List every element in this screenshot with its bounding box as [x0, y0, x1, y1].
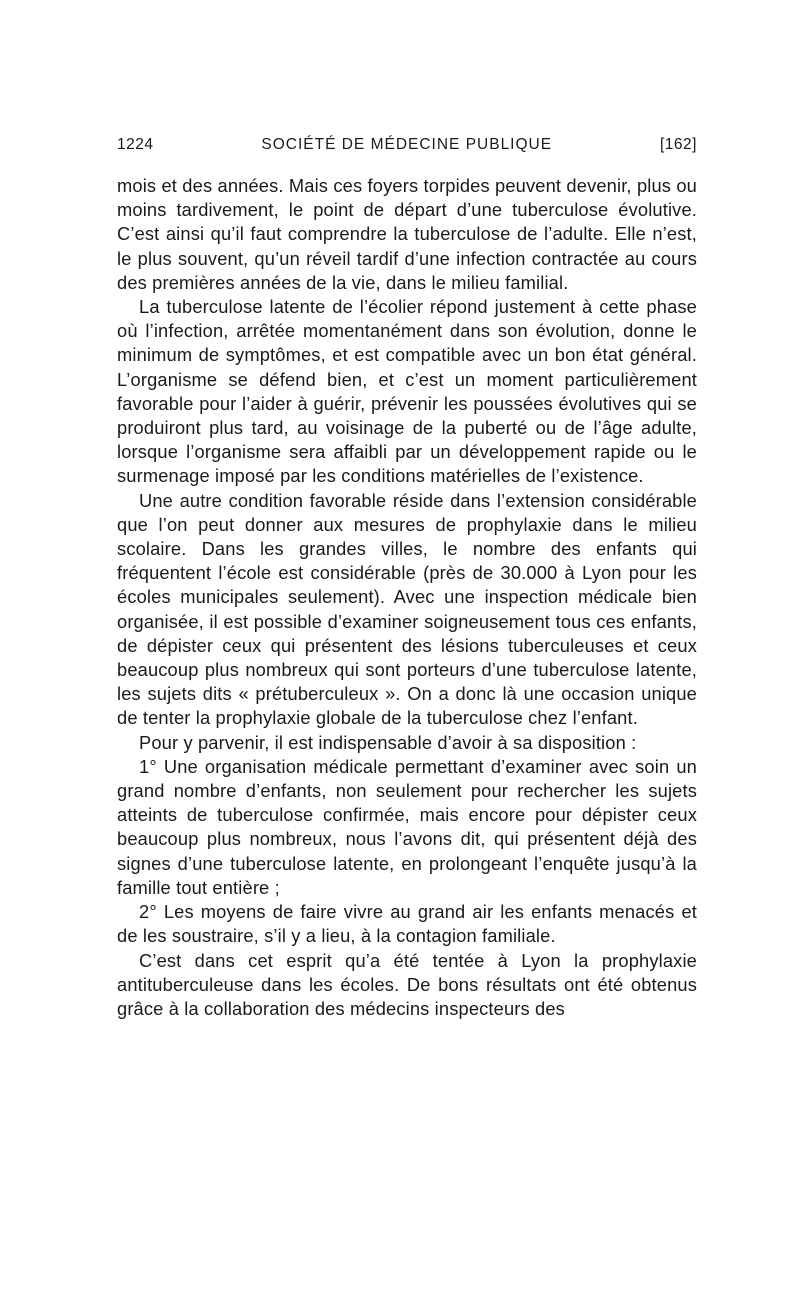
journal-title: SOCIÉTÉ DE MÉDECINE PUBLIQUE	[261, 136, 553, 153]
list-item-2: 2° Les moyens de faire vivre au grand air les enfants menacés et de les soustraire, s’il y a lieu, à la contagion familiale.	[117, 901, 697, 947]
paragraph: C’est dans cet esprit qu’a été tentée à Lyon la prophylaxie antituberculeuse dans les écoles. De bons résultats ont été obtenus grâce à la collaboration des médecins inspecteurs des	[117, 949, 697, 1019]
paragraph: Une autre condition favorable réside dans l’extension considérable que l’on peut donner aux mesures de prophylaxie dans le milieu scolaire. Dans les grandes villes, le nombre des enfants qui fréquentent l’école est considérable (près de 30.000 à Lyon pour les écoles municipales seulement). Avec une inspection médicale bien organisée, il est possible d’examiner soigneusement tous ces enfants, de dépister ceux qui présentent des lésions tuberculeuses et ceux beaucoup plus nombreux qui sont porteurs d’une tuberculose latente, les sujets dits « prétuberculeux ». On a donc là une occasion unique de tenter la prophylaxie globale de la tuberculose chez l’enfant.	[117, 489, 697, 729]
paragraph: La tuberculose latente de l’écolier répond justement à cette phase où l’infection, arrêtée momentanément dans son évolution, donne le minimum de symptômes, et est compatible avec un bon état général. L’organisme se défend bien, et c’est un moment particulièrement favorable pour l’aider à guérir, prévenir les poussées évolutives qui se produiront plus tard, au voisinage de la puberté ou de l’âge adulte, lorsque l’organisme sera affaibli par un développement rapide ou le surmenage imposé par les conditions matérielles de l’existence.	[117, 296, 697, 487]
body-text	[117, 174, 697, 1021]
paragraph-continuation: mois et des années. Mais ces foyers torpides peuvent devenir, plus ou moins tardivement, le point de départ d’une tuberculose évolutive. C’est ainsi qu’il faut comprendre la tuberculose de l’adulte. Elle n’est, le plus souvent, qu’un réveil tardif d’une infection contractée au cours des premières années de la vie, dans le milieu familial.	[117, 175, 697, 293]
bracket-number: [162]	[660, 136, 697, 153]
list-item-1: 1° Une organisation médicale permettant d’examiner avec soin un grand nombre d’enfants, non seulement pour rechercher les sujets atteints de tuberculose confirmée, mais encore pour dépister ceux beaucoup plus nombreux, nous l’avons dit, qui présentent déjà des signes d’une tuberculose latente, en prolongeant l’enquête jusqu’à la famille tout entière ;	[117, 755, 697, 898]
running-header	[117, 136, 697, 162]
paragraph: Pour y parvenir, il est indispensable d’avoir à sa disposition :	[139, 731, 637, 753]
page-number: 1224	[117, 136, 154, 153]
document-page	[117, 136, 697, 1021]
